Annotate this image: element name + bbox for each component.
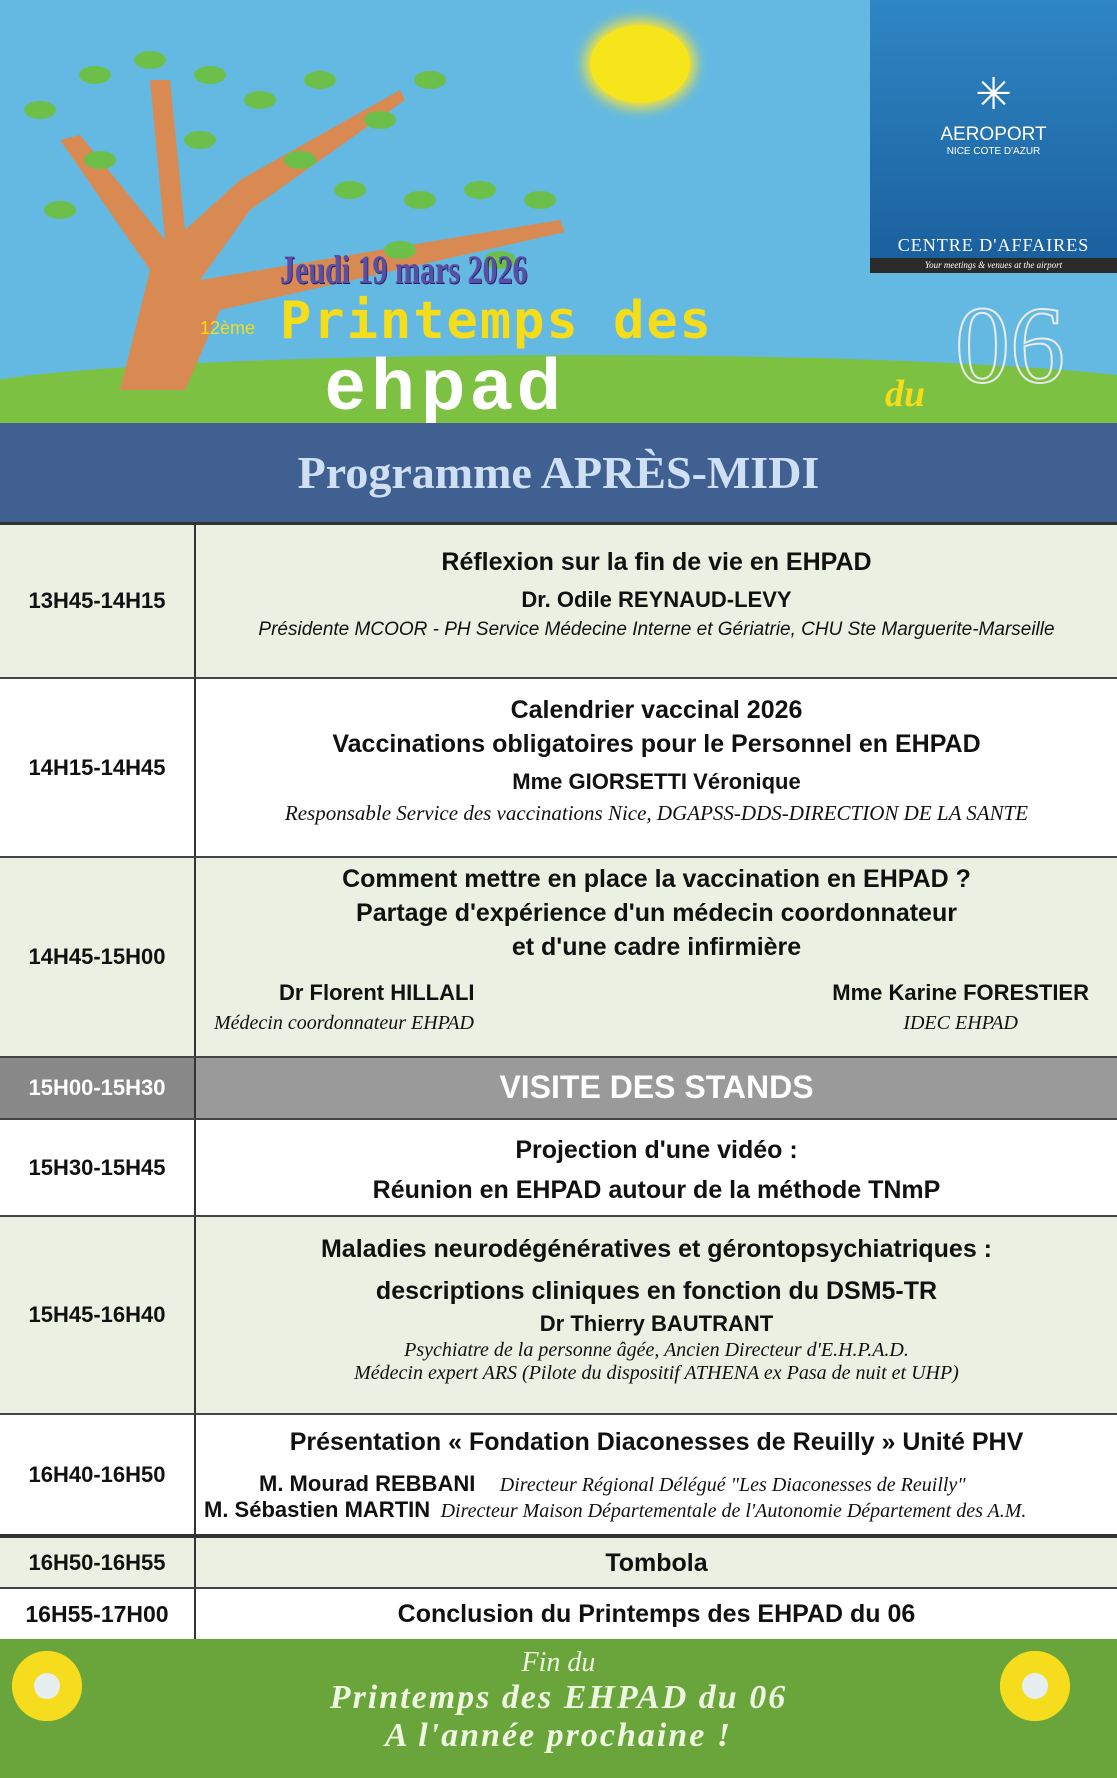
session-speaker: Mme GIORSETTI Véronique xyxy=(512,769,801,794)
session-title: Vaccinations obligatoires pour le Personnel en EHPAD xyxy=(332,730,981,758)
airport-logo xyxy=(870,0,1117,273)
session-title: Réflexion sur la fin de vie en EHPAD xyxy=(441,548,872,576)
event-title-line2: ehpad xyxy=(325,345,568,423)
edition: 12ème xyxy=(200,318,256,338)
table-row xyxy=(0,1217,1117,1415)
table-row xyxy=(0,1120,1117,1217)
footer-banner xyxy=(0,1639,1117,1778)
speaker-role: IDEC EHPAD xyxy=(903,1012,1018,1034)
logo-line1: AEROPORT xyxy=(940,124,1047,145)
speaker-role: Directeur Régional Délégué "Les Diaconesses de Reuilly" xyxy=(499,1474,966,1496)
session-title: descriptions cliniques en fonction du DSM5-TR xyxy=(375,1277,938,1305)
footer-line3: A l'année prochaine ! xyxy=(384,1717,733,1754)
speaker-role: Directeur Maison Départementale de l'Autonomie Département des A.M. xyxy=(440,1500,1027,1522)
header-banner xyxy=(0,0,1117,423)
session-speaker: Mme Karine FORESTIER xyxy=(832,980,1089,1005)
speaker-role: Psychiatre de la personne âgée, Ancien Directeur d'E.H.P.A.D. xyxy=(404,1339,909,1361)
session-title: Tombola xyxy=(605,1549,708,1577)
session-title: Réunion en EHPAD autour de la méthode TNmP xyxy=(372,1176,941,1204)
session-speaker: M. Mourad REBBANI xyxy=(259,1471,476,1496)
session-time: 14H15-14H45 xyxy=(0,679,196,856)
palm-icon: ✳ xyxy=(975,70,1012,119)
page-title: Programme APRÈS-MIDI xyxy=(0,423,1117,522)
speaker-role: Présidente MCOOR - PH Service Médecine Interne et Gériatrie, CHU Ste Marguerite-Marseille xyxy=(258,619,1055,640)
table-row xyxy=(0,679,1117,858)
table-row xyxy=(0,1415,1117,1538)
table-row xyxy=(0,1058,1117,1120)
session-title: et d'une cadre infirmière xyxy=(511,933,802,961)
logo-line2: NICE COTE D'AZUR xyxy=(946,146,1041,157)
session-time: 15H45-16H40 xyxy=(0,1217,196,1413)
session-title: Projection d'une vidéo : xyxy=(515,1136,798,1164)
session-time: 13H45-14H15 xyxy=(0,525,196,677)
event-title-du: du xyxy=(885,373,926,415)
event-title-line1: Printemps des xyxy=(280,291,713,351)
session-title: Partage d'expérience d'un médecin coordonnateur xyxy=(356,899,957,927)
event-date: Jeudi 19 mars 2026 xyxy=(280,247,528,292)
session-time: 16H55-17H00 xyxy=(0,1589,196,1640)
speaker-role: Responsable Service des vaccinations Nice, DGAPSS-DDS-DIRECTION DE LA SANTE xyxy=(284,801,1029,825)
logo-line3: CENTRE D'AFFAIRES xyxy=(897,235,1090,255)
session-speaker: Dr Thierry BAUTRANT xyxy=(539,1311,774,1336)
flower-icon xyxy=(1000,1651,1070,1721)
table-row xyxy=(0,1589,1117,1640)
footer-line2: Printemps des EHPAD du 06 xyxy=(329,1679,788,1716)
session-title: Présentation « Fondation Diaconesses de Reuilly » Unité PHV xyxy=(289,1428,1024,1456)
table-row xyxy=(0,525,1117,679)
table-row xyxy=(0,1538,1117,1589)
program-table xyxy=(0,522,1117,1640)
session-title: Conclusion du Printemps des EHPAD du 06 xyxy=(397,1600,916,1628)
session-time: 16H40-16H50 xyxy=(0,1415,196,1534)
session-title: Maladies neurodégénératives et gérontopsychiatriques : xyxy=(320,1235,993,1263)
table-row xyxy=(0,858,1117,1058)
session-speaker: Dr Florent HILLALI xyxy=(279,980,475,1005)
session-title: VISITE DES STANDS xyxy=(499,1069,814,1105)
footer-line1: Fin du xyxy=(521,1647,596,1678)
session-time: 14H45-15H00 xyxy=(0,858,196,1056)
speaker-role: Médecin expert ARS (Pilote du dispositif ATHENA ex Pasa de nuit et UHP) xyxy=(354,1362,959,1384)
session-speaker: Dr. Odile REYNAUD-LEVY xyxy=(521,587,792,612)
session-speaker: M. Sébastien MARTIN xyxy=(204,1497,431,1522)
session-title: Comment mettre en place la vaccination en EHPAD ? xyxy=(342,865,971,893)
event-title-dept: 06 xyxy=(955,284,1065,406)
speaker-role: Médecin coordonnateur EHPAD xyxy=(214,1012,474,1034)
session-title: Calendrier vaccinal 2026 xyxy=(510,696,803,724)
logo-tagline: Your meetings & venues at the airport xyxy=(870,258,1117,273)
flower-icon xyxy=(12,1651,82,1721)
session-time: 16H50-16H55 xyxy=(0,1538,196,1587)
session-time: 15H00-15H30 xyxy=(0,1058,196,1118)
session-time: 15H30-15H45 xyxy=(0,1120,196,1215)
